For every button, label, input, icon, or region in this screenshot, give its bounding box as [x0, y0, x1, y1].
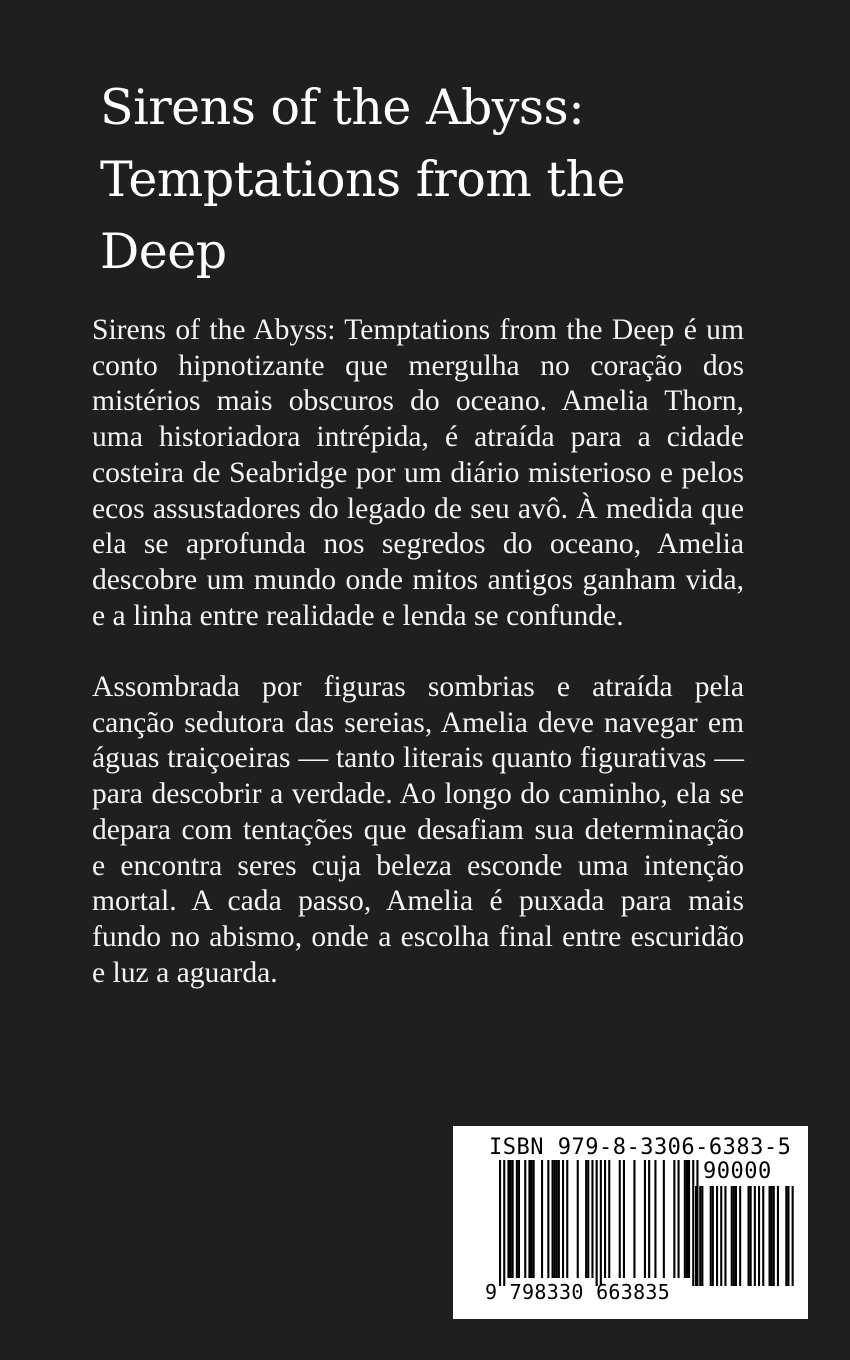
barcode-bar — [533, 1160, 535, 1278]
barcode-bar — [699, 1186, 701, 1286]
blurb-paragraph: Assombrada por figuras sombrias e atraída pela canção sedutora das sereias, Amelia deve navegar em águas traiçoeiras — tanto literais quanto figurativas — para descobrir a verdade. Ao longo do caminho, ela se depara com tentações que desafiam sua determinação e encontra seres cuja beleza esconde uma intenção mortal. A cada passo, Amelia é puxada para mais fundo no abismo, onde a escolha final entre escuridão e luz a aguarda. — [92, 671, 744, 989]
book-title-line: Sirens of the Abyss: — [100, 79, 585, 136]
barcode-bar — [552, 1160, 554, 1278]
barcode-bar — [608, 1160, 610, 1278]
barcode-bar — [554, 1160, 556, 1278]
barcode-bar — [562, 1160, 564, 1278]
barcode-bar — [748, 1186, 750, 1286]
barcode-bar — [695, 1186, 697, 1286]
barcode-bar — [558, 1160, 560, 1278]
book-title — [100, 72, 760, 288]
book-title-line: Temptations from the — [100, 151, 626, 208]
barcode-bar — [531, 1160, 533, 1278]
barcode-bar — [648, 1160, 650, 1278]
isbn-label: ISBN 979-8-3306-6383-5 — [489, 1135, 792, 1160]
barcode-bar — [510, 1160, 512, 1278]
barcode-bar — [678, 1160, 680, 1278]
barcode-bar — [720, 1186, 722, 1286]
barcode-bar — [524, 1160, 526, 1278]
barcode-bar — [701, 1186, 703, 1286]
barcode-bar — [556, 1160, 558, 1278]
barcode-bar — [787, 1186, 789, 1286]
barcode-bar — [566, 1160, 568, 1278]
barcode-bar — [503, 1160, 505, 1286]
barcode-bar — [673, 1160, 675, 1278]
barcode-bar — [499, 1160, 501, 1286]
barcode-bar — [577, 1160, 579, 1278]
barcode-bar — [587, 1160, 589, 1278]
barcode-bar — [686, 1160, 688, 1278]
barcode-bar — [644, 1160, 646, 1278]
barcode-bar — [735, 1186, 737, 1286]
barcode-bar — [663, 1160, 665, 1278]
book-title-line: Deep — [100, 223, 227, 280]
barcode-bar — [710, 1186, 712, 1286]
barcode-bar — [754, 1186, 756, 1286]
barcode-bar — [528, 1160, 530, 1278]
barcode-bar — [692, 1160, 694, 1286]
barcode-bar — [623, 1160, 625, 1278]
barcode-bar — [762, 1186, 764, 1286]
barcode-bar — [724, 1186, 726, 1286]
barcode-bar — [758, 1186, 760, 1286]
barcode-bar — [771, 1186, 773, 1286]
barcode-bar — [591, 1160, 593, 1278]
barcode-bar — [596, 1160, 598, 1286]
barcode-bar — [654, 1160, 656, 1278]
barcode-bar — [777, 1186, 779, 1286]
barcode-bar — [512, 1160, 514, 1278]
barcode-bar — [731, 1186, 733, 1286]
barcode-bar — [688, 1160, 690, 1278]
barcode-bar — [541, 1160, 543, 1278]
barcode-bar — [585, 1160, 587, 1278]
blurb-paragraph: Sirens of the Abyss: Temptations from the Deep é um conto hipnotizante que mergulha no coração dos mistérios mais obscuros do oceano. Amelia Thorn, uma historiadora intrépida, é atraída para a cidade costeira de Seabridge por um diário misterioso e pelos ecos assustadores do legado de seu avô. À medida que ela se aprofunda nos segredos do oceano, Amelia descobre um mundo onde mitos antigos ganham vida, e a linha entre realidade e lenda se confunde. — [92, 314, 744, 632]
barcode-bar — [733, 1186, 735, 1286]
barcode-bar — [507, 1160, 509, 1278]
price-code: 90000 — [703, 1159, 772, 1184]
barcode-bar — [684, 1160, 686, 1278]
barcode-bar — [773, 1186, 775, 1286]
ean-digits: 9 798330 663835 — [485, 1280, 671, 1304]
barcode-bar — [633, 1160, 635, 1278]
barcode-bar — [604, 1160, 606, 1278]
barcode-bar — [516, 1160, 518, 1278]
barcode-bar — [739, 1186, 741, 1286]
barcode-bar — [518, 1160, 520, 1278]
barcode-bar — [769, 1186, 771, 1286]
barcode-bar — [792, 1186, 794, 1286]
barcode-bar — [600, 1160, 602, 1286]
barcode-bar — [547, 1160, 549, 1278]
isbn-barcode — [453, 1126, 808, 1319]
barcode-bar — [712, 1186, 714, 1286]
barcode-bar — [716, 1186, 718, 1286]
barcode-bar — [619, 1160, 621, 1278]
book-blurb — [92, 313, 744, 1027]
barcode-bar — [785, 1186, 787, 1286]
barcode-bar — [750, 1186, 752, 1286]
